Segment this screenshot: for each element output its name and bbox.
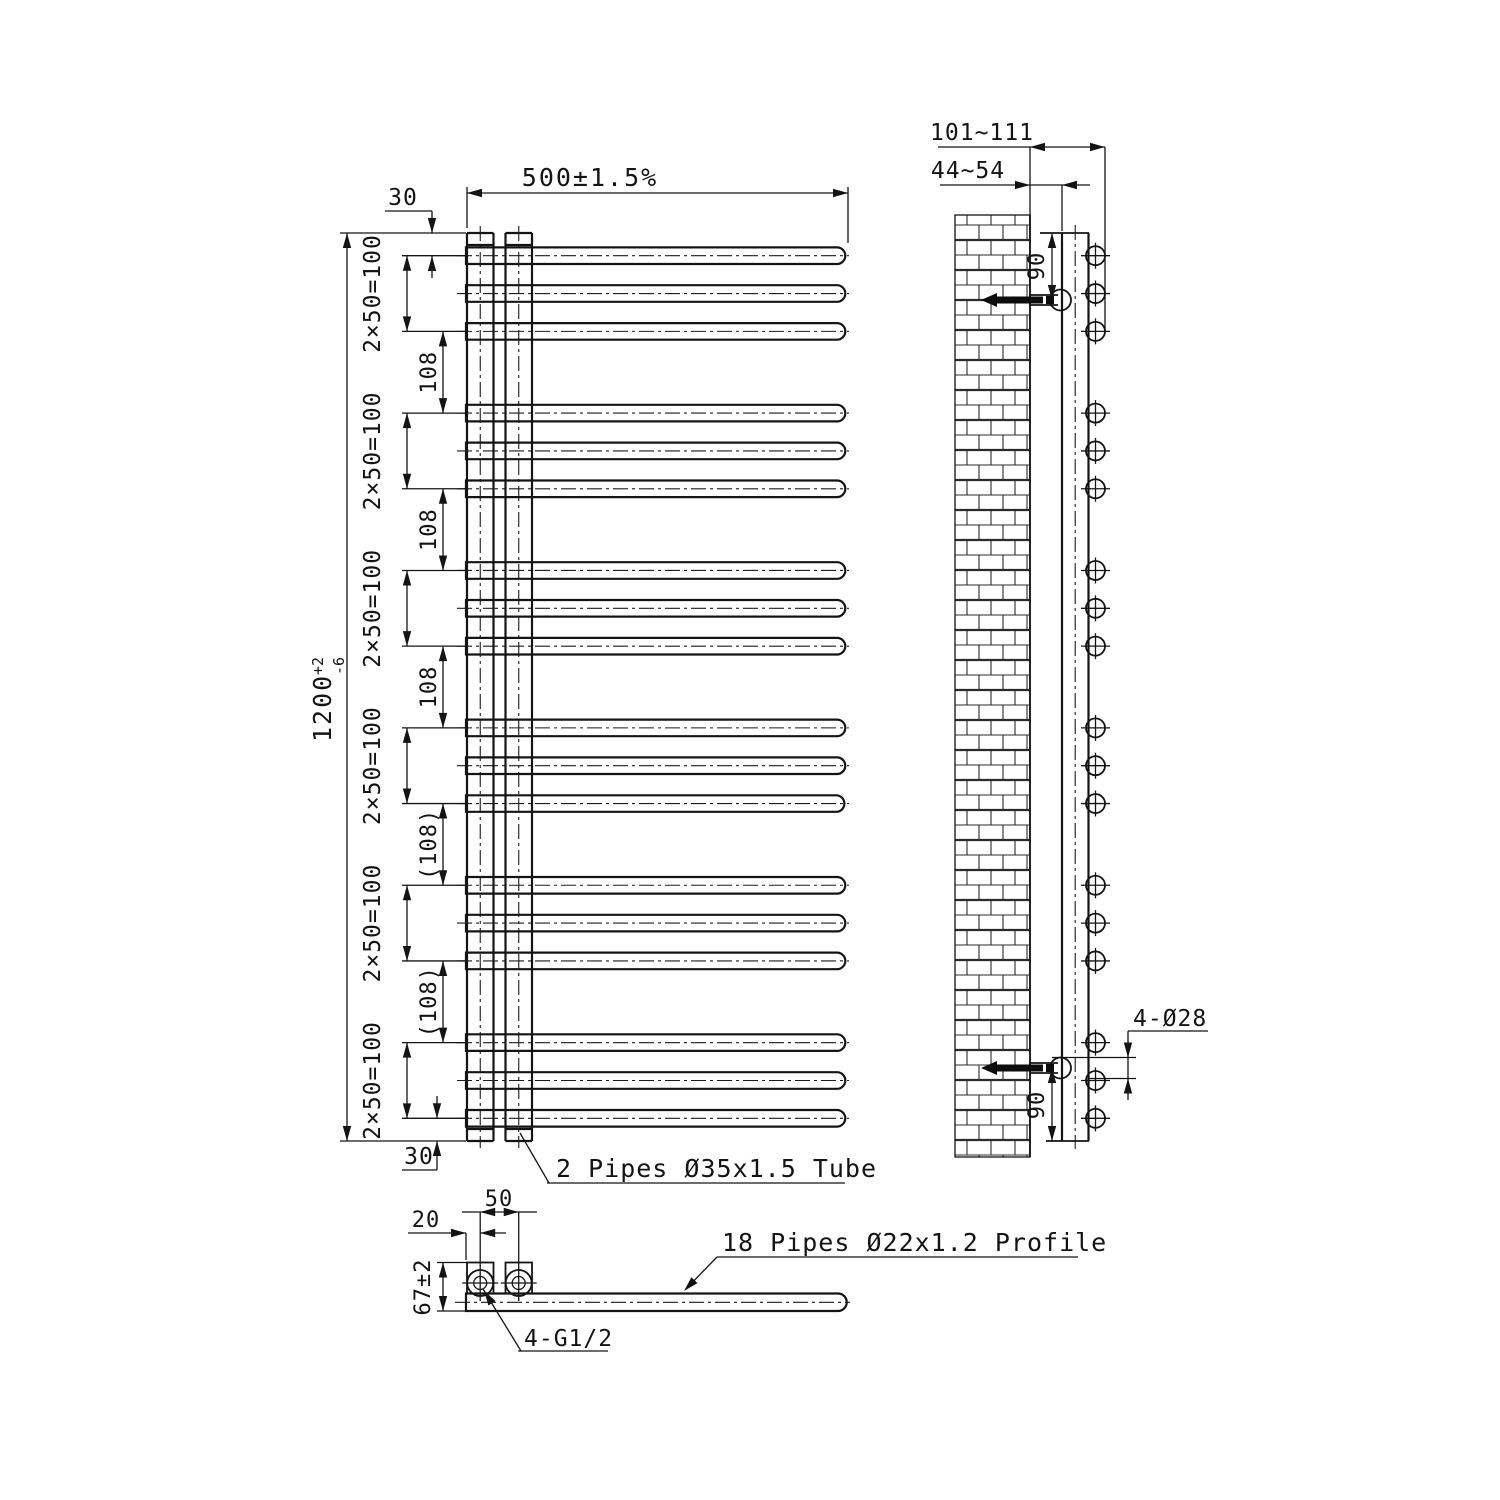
dim-arrow <box>428 218 436 233</box>
callout-4-g12: 4-G1/2 <box>524 1326 614 1352</box>
callout-18-pipes: 18 Pipes Ø22x1.2 Profile <box>722 1228 1108 1257</box>
dim-arrow <box>433 1103 441 1118</box>
front-bars <box>457 247 849 1126</box>
dim-101-111: 101~111 <box>930 120 1034 146</box>
dim-height-1200 <box>308 657 348 742</box>
svg-text:-6: -6 <box>330 656 348 675</box>
side-view <box>930 120 1208 1157</box>
dim-arrow <box>439 398 447 413</box>
dim-group-2x50: 2×50=100 <box>360 234 386 353</box>
dim-arrow <box>439 555 447 570</box>
dim-gap-108: 108 <box>417 350 442 394</box>
dim-arrow <box>833 189 848 197</box>
dim-67: 67±2 <box>411 1258 436 1316</box>
dim-arrow <box>428 256 436 271</box>
dim-group-2x50: 2×50=100 <box>360 863 386 983</box>
bottom-dimensions <box>408 1187 613 1352</box>
dim-90-top: 90 <box>1025 251 1050 281</box>
dim-arrow <box>403 570 411 585</box>
dim-arrow <box>403 946 411 961</box>
pipe-end-circles <box>1081 243 1110 1132</box>
dim-gap-108: (108) <box>417 966 442 1038</box>
dim-group-2x50: 2×50=100 <box>360 391 386 511</box>
callout-2-pipes: 2 Pipes Ø35x1.5 Tube <box>556 1154 878 1183</box>
dim-arrow <box>403 256 411 271</box>
dim-bottom-30: 30 <box>404 1144 434 1170</box>
dim-arrow <box>403 631 411 646</box>
dim-top-30: 30 <box>388 185 418 211</box>
dim-arrow <box>1124 1079 1132 1094</box>
dim-gap-108: (108) <box>417 808 442 881</box>
dim-arrow <box>1015 181 1030 189</box>
dim-arrow <box>403 413 411 428</box>
dim-arrow <box>467 189 482 197</box>
front-dimensions <box>308 163 848 1170</box>
dim-arrow <box>1090 143 1105 151</box>
dim-arrow <box>439 1263 447 1278</box>
front-vertical-tubes <box>467 226 532 1148</box>
svg-text:+2: +2 <box>309 656 327 675</box>
dim-arrow <box>439 331 447 346</box>
dim-group-2x50: 2×50=100 <box>360 548 386 668</box>
front-view <box>308 163 849 1170</box>
dim-group-2x50: 2×50=100 <box>360 706 386 826</box>
dim-gap-108: 108 <box>417 665 442 709</box>
dim-arrow <box>439 489 447 504</box>
dim-arrow <box>1048 1126 1056 1141</box>
dim-4-d28: 4-Ø28 <box>1133 1006 1208 1032</box>
dim-arrow <box>433 1141 441 1156</box>
dim-arrow <box>480 1229 495 1237</box>
dim-arrow <box>1062 181 1077 189</box>
dim-arrow <box>343 233 351 248</box>
dim-arrow <box>439 1296 447 1311</box>
dim-arrow <box>439 646 447 661</box>
wall-section <box>955 215 1030 1157</box>
dim-20: 20 <box>411 1208 441 1233</box>
dim-arrow <box>403 316 411 331</box>
svg-text:1200: 1200 <box>308 673 337 742</box>
dim-arrow <box>403 789 411 804</box>
dim-arrow <box>343 1126 351 1141</box>
dim-arrow <box>403 1103 411 1118</box>
dim-arrow <box>1048 233 1056 248</box>
dim-arrow <box>451 1229 466 1237</box>
dim-arrow <box>403 1043 411 1058</box>
dim-90-bottom: 90 <box>1025 1090 1050 1120</box>
dim-44-54: 44~54 <box>930 158 1006 184</box>
dim-arrow <box>1124 1043 1132 1058</box>
bottom-view <box>408 1187 850 1352</box>
dim-group-2x50: 2×50=100 <box>360 1021 386 1140</box>
dim-arrow <box>439 713 447 728</box>
dim-arrow <box>403 474 411 489</box>
dim-50: 50 <box>484 1187 514 1212</box>
dim-arrow <box>403 728 411 743</box>
dim-width-500: 500±1.5% <box>521 163 659 192</box>
dim-gap-108: 108 <box>417 508 442 551</box>
dim-arrow <box>403 885 411 900</box>
